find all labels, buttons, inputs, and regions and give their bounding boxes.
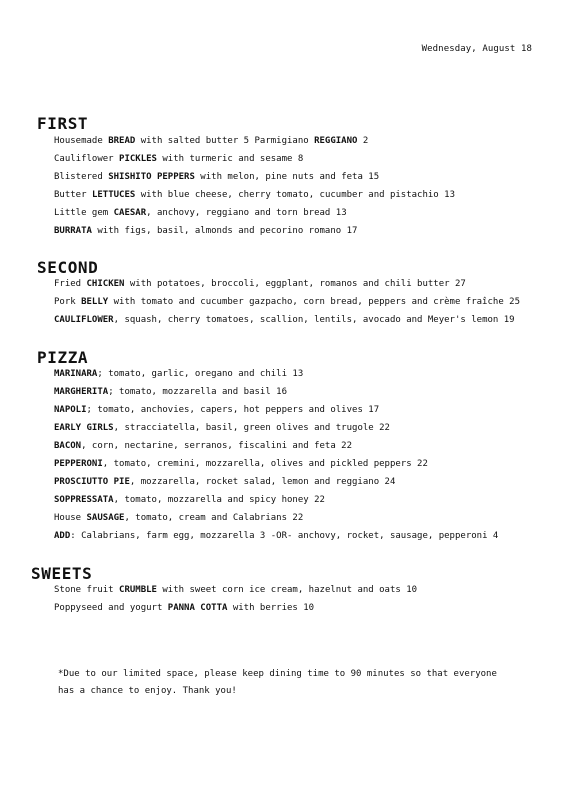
dish-text: , tomato, mozzarella and spicy honey 22 (113, 495, 325, 505)
dining-time-note (58, 666, 497, 700)
dish-name: EARLY GIRLS (54, 423, 114, 433)
dish-text: , tomato, cremini, mozzarella, olives and pickled peppers 22 (102, 459, 428, 469)
menu-item (54, 293, 520, 311)
menu-item (54, 311, 520, 329)
dish-name: SAUSAGE (86, 513, 125, 523)
dish-text: with figs, basil, almonds and pecorino romano 17 (91, 226, 358, 236)
dish-name: BREAD (108, 136, 136, 146)
dish-name: SOPPRESSATA (54, 495, 114, 505)
dish-text: with blue cheese, cherry tomato, cucumber and pistachio 13 (135, 190, 455, 200)
dish-name: REGGIANO (314, 136, 358, 146)
dish-name: BELLY (81, 297, 109, 307)
section-items-sweets (54, 581, 417, 617)
dish-text: , anchovy, reggiano and torn bread 13 (146, 208, 347, 218)
menu-item (54, 186, 455, 204)
menu-item (54, 150, 455, 168)
menu-item (54, 401, 498, 419)
dish-text: with salted butter 5 Parmigiano (135, 136, 315, 146)
menu-item (54, 599, 417, 617)
menu-item (54, 473, 498, 491)
section-title-sweets: SWEETS (31, 564, 93, 583)
menu-item (54, 168, 455, 186)
dish-text: Blistered (54, 172, 109, 182)
dish-text: 2 (357, 136, 369, 146)
note-line-1: *Due to our limited space, please keep dining time to 90 minutes so that everyone (58, 669, 497, 679)
dish-text: Butter (54, 190, 92, 200)
dish-name: BURRATA (54, 226, 92, 236)
dish-name: CRUMBLE (119, 585, 157, 595)
dish-text: Stone fruit (54, 585, 120, 595)
section-items-second (54, 275, 520, 329)
menu-item (54, 132, 455, 150)
dish-name: LETTUCES (91, 190, 136, 200)
menu-item (54, 275, 520, 293)
section-items-pizza (54, 365, 498, 545)
section-items-first (54, 132, 455, 240)
dish-text: with tomato and cucumber gazpacho, corn bread, peppers and crème fraîche 25 (108, 297, 520, 307)
dish-name: CAULIFLOWER (54, 315, 114, 325)
dish-text: with turmeric and sesame 8 (156, 154, 304, 164)
dish-name: PANNA COTTA (167, 603, 228, 613)
section-title-first: FIRST (37, 114, 89, 133)
dish-name: NAPOLI (54, 405, 87, 415)
dish-text: , mozzarella, rocket salad, lemon and reggiano 24 (129, 477, 396, 487)
menu-item (54, 365, 498, 383)
dish-text: Housemade (54, 136, 109, 146)
dish-text: , stracciatella, basil, green olives and trugole 22 (113, 423, 390, 433)
dish-name: SHISHITO PEPPERS (108, 172, 195, 182)
menu-item (54, 222, 455, 240)
menu-item (54, 419, 498, 437)
dish-text: Little gem (54, 208, 114, 218)
menu-item (54, 509, 498, 527)
menu-item (54, 204, 455, 222)
dish-text: House (54, 513, 87, 523)
note-line-2: has a chance to enjoy. Thank you! (58, 686, 237, 696)
dish-text: Pork (54, 297, 82, 307)
dish-text: , squash, cherry tomatoes, scallion, lentils, avocado and Meyer's lemon 19 (113, 315, 515, 325)
menu-item (54, 383, 498, 401)
dish-name: PROSCIUTTO PIE (54, 477, 130, 487)
section-title-pizza: PIZZA (37, 348, 89, 367)
section-title-second: SECOND (37, 258, 99, 277)
dish-text: : Calabrians, farm egg, mozzarella 3 -OR- anchovy, rocket, sausage, pepperoni 4 (70, 531, 499, 541)
dish-text: , tomato, cream and Calabrians 22 (124, 513, 304, 523)
menu-item (54, 527, 498, 545)
dish-name: MARINARA (54, 369, 98, 379)
menu-item (54, 437, 498, 455)
dish-text: with sweet corn ice cream, hazelnut and oats 10 (156, 585, 418, 595)
dish-text: Cauliflower (54, 154, 120, 164)
dish-name: MARGHERITA (54, 387, 109, 397)
menu-item (54, 581, 417, 599)
dish-text: ; tomato, mozzarella and basil 16 (108, 387, 287, 397)
dish-text: with potatoes, broccoli, eggplant, romanos and chili butter 27 (124, 279, 466, 289)
dish-name: CHICKEN (86, 279, 125, 289)
dish-name: CAESAR (113, 208, 147, 218)
dish-text: , corn, nectarine, serranos, fiscalini and feta 22 (81, 441, 353, 451)
dish-text: with berries 10 (227, 603, 315, 613)
dish-text: Poppyseed and yogurt (54, 603, 168, 613)
dish-name: ADD (54, 531, 71, 541)
menu-item (54, 491, 498, 509)
dish-name: BACON (54, 441, 82, 451)
dish-text: ; tomato, anchovies, capers, hot peppers and olives 17 (86, 405, 380, 415)
dish-name: PEPPERONI (54, 459, 103, 469)
dish-text: Fried (54, 279, 87, 289)
menu-date: Wednesday, August 18 (421, 44, 532, 54)
dish-name: PICKLES (119, 154, 157, 164)
dish-text: with melon, pine nuts and feta 15 (194, 172, 380, 182)
menu-item (54, 455, 498, 473)
dish-text: ; tomato, garlic, oregano and chili 13 (97, 369, 304, 379)
